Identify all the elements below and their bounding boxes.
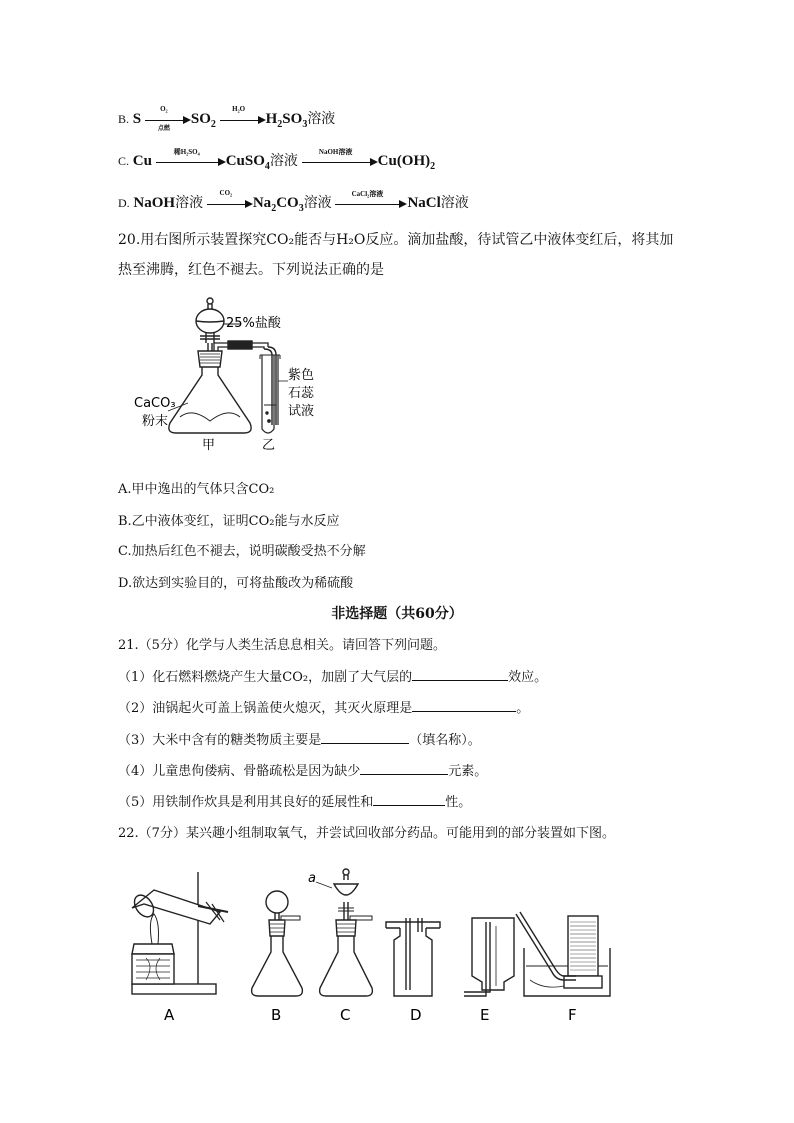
formula: NaOH: [133, 195, 176, 211]
label-e: E: [480, 1006, 490, 1024]
indicator-label: 试液: [288, 404, 315, 419]
item-text: （填名称）。: [409, 733, 481, 748]
tube-label: 乙: [262, 438, 276, 453]
solid-label: 粉末: [142, 414, 169, 429]
indicator-label: 紫色: [288, 368, 315, 383]
arrow-condition: CO₂: [219, 188, 233, 197]
apparatus-b: [252, 891, 303, 996]
formula: SO: [282, 111, 303, 127]
item-text: （4）儿童患佝偻病、骨骼疏松是因为缺少: [118, 764, 361, 779]
item-text: 效应。: [508, 670, 548, 685]
indicator-label: 石蕊: [288, 386, 315, 401]
reaction-arrow: [302, 147, 378, 169]
reaction-arrow: [156, 147, 226, 169]
label-a: A: [164, 1006, 175, 1024]
arrow-condition: CaCl₂溶液: [351, 189, 384, 198]
formula: Na: [252, 195, 272, 211]
option-label: D.: [118, 196, 130, 210]
q20-option-b: B.乙中液体变红，证明CO₂能与水反应: [118, 514, 340, 529]
text: 溶液: [440, 196, 469, 211]
subscript: 2: [430, 161, 436, 172]
item-text: 性。: [445, 795, 472, 810]
subscript: 4: [264, 161, 270, 172]
formula: H: [265, 111, 278, 127]
answer-blank[interactable]: [373, 793, 445, 806]
subscript: 3: [302, 119, 308, 130]
option-label: B.: [118, 112, 130, 126]
q19-option-b: [118, 104, 336, 132]
q20-option-a: A.甲中逸出的气体只含CO₂: [118, 482, 275, 497]
q19-option-d: [118, 188, 469, 214]
q21-item-1: [118, 666, 547, 685]
funnel-mark-a: a: [308, 871, 316, 886]
q22-apparatus-figure: [124, 862, 634, 1032]
q20-option-c: C.加热后红色不褪去，说明碳酸受热不分解: [118, 544, 366, 559]
q19-option-c: [118, 147, 436, 172]
q21-item-4: [118, 760, 487, 779]
apparatus-a: [131, 872, 228, 994]
q22-stem: 22.（7分）某兴趣小组制取氧气，并尝试回收部分药品。可能用到的部分装置如下图。: [118, 826, 615, 841]
answer-blank[interactable]: [321, 731, 409, 744]
q20-option-d: D.欲达到实验目的，可将盐酸改为稀硫酸: [118, 576, 354, 591]
q21-item-5: [118, 791, 471, 810]
subscript: 2: [277, 119, 283, 130]
answer-blank[interactable]: [360, 762, 448, 775]
item-text: 元素。: [448, 764, 488, 779]
subscript: 3: [298, 203, 304, 214]
item-text: （5）用铁制作炊具是利用其良好的延展性和: [118, 795, 374, 810]
subscript: 2: [210, 119, 216, 130]
label-f: F: [568, 1006, 577, 1024]
apparatus-d: [386, 918, 440, 996]
q21-stem: 21.（5分）化学与人类生活息息相关。请回答下列问题。: [118, 638, 446, 653]
apparatus-e: [464, 918, 514, 996]
reaction-arrow: [207, 188, 253, 211]
label-d: D: [410, 1006, 422, 1024]
q20-apparatus-figure: [128, 293, 328, 463]
text: 溶液: [269, 154, 298, 169]
formula: Cu(OH): [377, 153, 431, 169]
text: 溶液: [307, 112, 336, 127]
text: 溶液: [175, 196, 204, 211]
section-title: 非选择题（共60分）: [331, 606, 463, 622]
apparatus-f: [516, 912, 610, 996]
item-text: （2）油锅起火可盖上锅盖使火熄灭，其灭火原理是: [118, 701, 413, 716]
formula: SO: [190, 111, 211, 127]
label-b: B: [271, 1006, 282, 1024]
label-c: C: [340, 1006, 351, 1024]
reaction-arrow: [335, 189, 407, 211]
arrow-condition: 点燃: [157, 125, 170, 132]
reaction-arrow: [145, 104, 191, 132]
formula: CuSO: [225, 153, 265, 169]
text: 溶液: [303, 196, 332, 211]
apparatus-c: [316, 869, 372, 996]
arrow-condition: O₂: [160, 104, 168, 113]
q20-stem-line2: 热至沸腾，红色不褪去。下列说法正确的是: [118, 262, 384, 278]
formula: CO: [276, 195, 299, 211]
q20-stem-line1: 20.用右图所示装置探究CO₂能否与H₂O反应。滴加盐酸，待试管乙中液体变红后，将其加: [118, 232, 674, 248]
option-label: C.: [118, 154, 130, 168]
q21-item-2: [118, 697, 529, 716]
reaction-arrow: [220, 104, 266, 127]
flask-label: 甲: [202, 438, 216, 453]
formula: NaCl: [407, 195, 441, 211]
formula: Cu: [132, 153, 152, 169]
formula: S: [132, 111, 142, 127]
item-text: （1）化石燃料燃烧产生大量CO₂，加剧了大气层的: [118, 670, 413, 685]
subscript: 2: [271, 203, 277, 214]
acid-label: 25%盐酸: [226, 316, 281, 331]
arrow-condition: H₂O: [232, 104, 246, 113]
answer-blank[interactable]: [412, 668, 508, 681]
item-text: （3）大米中含有的糖类物质主要是: [118, 733, 322, 748]
arrow-condition: 稀H₂SO₄: [173, 147, 200, 156]
item-text: 。: [516, 701, 530, 716]
arrow-condition: NaOH溶液: [318, 147, 353, 156]
solid-label: CaCO₃: [134, 396, 176, 411]
q21-item-3: [118, 729, 481, 748]
answer-blank[interactable]: [412, 699, 516, 712]
